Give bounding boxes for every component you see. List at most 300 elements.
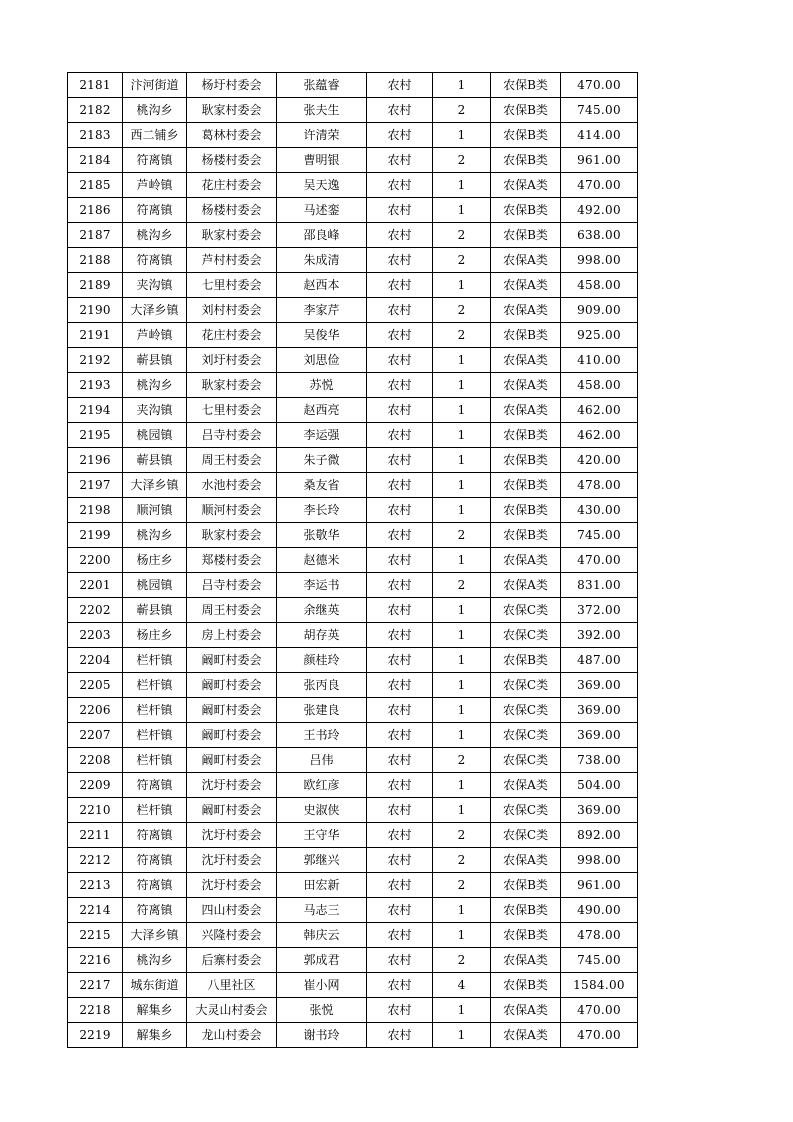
seq-no-cell: 2214 xyxy=(68,898,123,923)
township-cell: 桃沟乡 xyxy=(123,223,187,248)
seq-no-cell: 2197 xyxy=(68,473,123,498)
amount-cell: 998.00 xyxy=(561,248,638,273)
household-size-cell: 1 xyxy=(433,548,491,573)
name-cell: 崔小网 xyxy=(277,973,367,998)
insurance-category-cell: 农保B类 xyxy=(491,423,561,448)
township-cell: 汴河街道 xyxy=(123,73,187,98)
amount-cell: 470.00 xyxy=(561,998,638,1023)
name-cell: 郭成君 xyxy=(277,948,367,973)
village-committee-cell: 七里村委会 xyxy=(187,273,277,298)
village-committee-cell: 杨楼村委会 xyxy=(187,148,277,173)
seq-no-cell: 2209 xyxy=(68,773,123,798)
area-type-cell: 农村 xyxy=(367,573,433,598)
area-type-cell: 农村 xyxy=(367,923,433,948)
township-cell: 大泽乡镇 xyxy=(123,473,187,498)
household-size-cell: 1 xyxy=(433,698,491,723)
amount-cell: 478.00 xyxy=(561,923,638,948)
household-size-cell: 1 xyxy=(433,923,491,948)
area-type-cell: 农村 xyxy=(367,448,433,473)
table-row xyxy=(68,773,638,798)
insurance-category-cell: 农保C类 xyxy=(491,723,561,748)
seq-no-cell: 2198 xyxy=(68,498,123,523)
village-committee-cell: 吕寺村委会 xyxy=(187,423,277,448)
seq-no-cell: 2201 xyxy=(68,573,123,598)
household-size-cell: 1 xyxy=(433,498,491,523)
insurance-category-cell: 农保A类 xyxy=(491,248,561,273)
household-size-cell: 2 xyxy=(433,573,491,598)
household-size-cell: 2 xyxy=(433,298,491,323)
area-type-cell: 农村 xyxy=(367,423,433,448)
seq-no-cell: 2189 xyxy=(68,273,123,298)
amount-cell: 998.00 xyxy=(561,848,638,873)
household-size-cell: 1 xyxy=(433,423,491,448)
amount-cell: 430.00 xyxy=(561,498,638,523)
area-type-cell: 农村 xyxy=(367,698,433,723)
village-committee-cell: 顺河村委会 xyxy=(187,498,277,523)
household-size-cell: 2 xyxy=(433,98,491,123)
table-row xyxy=(68,473,638,498)
township-cell: 栏杆镇 xyxy=(123,723,187,748)
name-cell: 欧红彦 xyxy=(277,773,367,798)
insurance-category-cell: 农保C类 xyxy=(491,798,561,823)
household-size-cell: 1 xyxy=(433,373,491,398)
amount-cell: 745.00 xyxy=(561,98,638,123)
household-size-cell: 1 xyxy=(433,448,491,473)
seq-no-cell: 2192 xyxy=(68,348,123,373)
area-type-cell: 农村 xyxy=(367,673,433,698)
household-size-cell: 1 xyxy=(433,773,491,798)
table-row xyxy=(68,523,638,548)
township-cell: 桃沟乡 xyxy=(123,373,187,398)
area-type-cell: 农村 xyxy=(367,598,433,623)
table-row xyxy=(68,948,638,973)
area-type-cell: 农村 xyxy=(367,823,433,848)
household-size-cell: 1 xyxy=(433,473,491,498)
table-row xyxy=(68,673,638,698)
name-cell: 颜桂玲 xyxy=(277,648,367,673)
township-cell: 杨庄乡 xyxy=(123,623,187,648)
village-committee-cell: 水池村委会 xyxy=(187,473,277,498)
table-row xyxy=(68,323,638,348)
insurance-category-cell: 农保B类 xyxy=(491,873,561,898)
seq-no-cell: 2187 xyxy=(68,223,123,248)
household-size-cell: 4 xyxy=(433,973,491,998)
insurance-category-cell: 农保A类 xyxy=(491,548,561,573)
seq-no-cell: 2182 xyxy=(68,98,123,123)
area-type-cell: 农村 xyxy=(367,248,433,273)
household-size-cell: 1 xyxy=(433,123,491,148)
amount-cell: 414.00 xyxy=(561,123,638,148)
insurance-category-cell: 农保C类 xyxy=(491,823,561,848)
township-cell: 符离镇 xyxy=(123,898,187,923)
village-committee-cell: 耿家村委会 xyxy=(187,223,277,248)
township-cell: 桃沟乡 xyxy=(123,523,187,548)
table-row xyxy=(68,723,638,748)
insurance-category-cell: 农保C类 xyxy=(491,598,561,623)
table-row xyxy=(68,273,638,298)
township-cell: 蕲县镇 xyxy=(123,598,187,623)
amount-cell: 831.00 xyxy=(561,573,638,598)
seq-no-cell: 2212 xyxy=(68,848,123,873)
table-row xyxy=(68,623,638,648)
household-size-cell: 1 xyxy=(433,998,491,1023)
table-row xyxy=(68,373,638,398)
table-row xyxy=(68,798,638,823)
village-committee-cell: 沈圩村委会 xyxy=(187,823,277,848)
area-type-cell: 农村 xyxy=(367,173,433,198)
village-committee-cell: 葛林村委会 xyxy=(187,123,277,148)
area-type-cell: 农村 xyxy=(367,298,433,323)
area-type-cell: 农村 xyxy=(367,348,433,373)
household-size-cell: 2 xyxy=(433,523,491,548)
household-size-cell: 1 xyxy=(433,198,491,223)
village-committee-cell: 花庄村委会 xyxy=(187,323,277,348)
township-cell: 西二铺乡 xyxy=(123,123,187,148)
seq-no-cell: 2183 xyxy=(68,123,123,148)
name-cell: 吴天逸 xyxy=(277,173,367,198)
township-cell: 顺河镇 xyxy=(123,498,187,523)
township-cell: 符离镇 xyxy=(123,198,187,223)
village-committee-cell: 大灵山村委会 xyxy=(187,998,277,1023)
village-committee-cell: 花庄村委会 xyxy=(187,173,277,198)
table-row xyxy=(68,1023,638,1048)
amount-cell: 745.00 xyxy=(561,523,638,548)
township-cell: 大泽乡镇 xyxy=(123,298,187,323)
household-size-cell: 2 xyxy=(433,748,491,773)
township-cell: 桃园镇 xyxy=(123,423,187,448)
table-row xyxy=(68,348,638,373)
table-row xyxy=(68,998,638,1023)
township-cell: 大泽乡镇 xyxy=(123,923,187,948)
household-size-cell: 1 xyxy=(433,673,491,698)
township-cell: 栏杆镇 xyxy=(123,698,187,723)
township-cell: 夹沟镇 xyxy=(123,398,187,423)
area-type-cell: 农村 xyxy=(367,198,433,223)
township-cell: 解集乡 xyxy=(123,1023,187,1048)
area-type-cell: 农村 xyxy=(367,473,433,498)
insurance-category-cell: 农保B类 xyxy=(491,198,561,223)
insurance-category-cell: 农保A类 xyxy=(491,1023,561,1048)
township-cell: 符离镇 xyxy=(123,773,187,798)
table-row xyxy=(68,698,638,723)
amount-cell: 738.00 xyxy=(561,748,638,773)
household-size-cell: 2 xyxy=(433,323,491,348)
table-row xyxy=(68,898,638,923)
name-cell: 张悦 xyxy=(277,998,367,1023)
area-type-cell: 农村 xyxy=(367,373,433,398)
insurance-category-cell: 农保B类 xyxy=(491,973,561,998)
seq-no-cell: 2191 xyxy=(68,323,123,348)
insurance-category-cell: 农保A类 xyxy=(491,573,561,598)
amount-cell: 470.00 xyxy=(561,1023,638,1048)
table-row xyxy=(68,598,638,623)
village-committee-cell: 八里社区 xyxy=(187,973,277,998)
insurance-category-cell: 农保B类 xyxy=(491,448,561,473)
household-size-cell: 2 xyxy=(433,223,491,248)
amount-cell: 492.00 xyxy=(561,198,638,223)
table-row xyxy=(68,173,638,198)
seq-no-cell: 2185 xyxy=(68,173,123,198)
insurance-category-cell: 农保A类 xyxy=(491,398,561,423)
table-row xyxy=(68,848,638,873)
name-cell: 许清荣 xyxy=(277,123,367,148)
area-type-cell: 农村 xyxy=(367,273,433,298)
area-type-cell: 农村 xyxy=(367,548,433,573)
area-type-cell: 农村 xyxy=(367,523,433,548)
village-committee-cell: 芦村村委会 xyxy=(187,248,277,273)
township-cell: 符离镇 xyxy=(123,248,187,273)
amount-cell: 961.00 xyxy=(561,148,638,173)
table-row xyxy=(68,423,638,448)
household-size-cell: 1 xyxy=(433,648,491,673)
seq-no-cell: 2205 xyxy=(68,673,123,698)
seq-no-cell: 2206 xyxy=(68,698,123,723)
area-type-cell: 农村 xyxy=(367,873,433,898)
insurance-category-cell: 农保A类 xyxy=(491,298,561,323)
table-row xyxy=(68,73,638,98)
table-row xyxy=(68,398,638,423)
household-size-cell: 1 xyxy=(433,1023,491,1048)
seq-no-cell: 2208 xyxy=(68,748,123,773)
village-committee-cell: 周王村委会 xyxy=(187,448,277,473)
township-cell: 栏杆镇 xyxy=(123,798,187,823)
village-committee-cell: 房上村委会 xyxy=(187,623,277,648)
area-type-cell: 农村 xyxy=(367,98,433,123)
seq-no-cell: 2202 xyxy=(68,598,123,623)
name-cell: 吴俊华 xyxy=(277,323,367,348)
village-committee-cell: 七里村委会 xyxy=(187,398,277,423)
name-cell: 李长玲 xyxy=(277,498,367,523)
village-committee-cell: 郑楼村委会 xyxy=(187,548,277,573)
village-committee-cell: 四山村委会 xyxy=(187,898,277,923)
amount-cell: 487.00 xyxy=(561,648,638,673)
insurance-category-cell: 农保B类 xyxy=(491,523,561,548)
household-size-cell: 1 xyxy=(433,798,491,823)
name-cell: 张蕴睿 xyxy=(277,73,367,98)
area-type-cell: 农村 xyxy=(367,998,433,1023)
household-size-cell: 1 xyxy=(433,273,491,298)
village-committee-cell: 沈圩村委会 xyxy=(187,873,277,898)
name-cell: 刘思俭 xyxy=(277,348,367,373)
insurance-category-cell: 农保A类 xyxy=(491,273,561,298)
area-type-cell: 农村 xyxy=(367,148,433,173)
village-committee-cell: 龙山村委会 xyxy=(187,1023,277,1048)
table-row xyxy=(68,873,638,898)
village-committee-cell: 耿家村委会 xyxy=(187,98,277,123)
area-type-cell: 农村 xyxy=(367,1023,433,1048)
amount-cell: 470.00 xyxy=(561,73,638,98)
table-row xyxy=(68,498,638,523)
table-row xyxy=(68,223,638,248)
insurance-category-cell: 农保B类 xyxy=(491,498,561,523)
village-committee-cell: 周王村委会 xyxy=(187,598,277,623)
amount-cell: 392.00 xyxy=(561,623,638,648)
township-cell: 符离镇 xyxy=(123,148,187,173)
township-cell: 栏杆镇 xyxy=(123,673,187,698)
seq-no-cell: 2215 xyxy=(68,923,123,948)
amount-cell: 369.00 xyxy=(561,723,638,748)
amount-cell: 892.00 xyxy=(561,823,638,848)
name-cell: 李运书 xyxy=(277,573,367,598)
household-size-cell: 1 xyxy=(433,398,491,423)
township-cell: 芦岭镇 xyxy=(123,173,187,198)
seq-no-cell: 2203 xyxy=(68,623,123,648)
seq-no-cell: 2217 xyxy=(68,973,123,998)
township-cell: 符离镇 xyxy=(123,823,187,848)
insurance-category-cell: 农保A类 xyxy=(491,173,561,198)
insurance-category-cell: 农保B类 xyxy=(491,898,561,923)
name-cell: 李运强 xyxy=(277,423,367,448)
area-type-cell: 农村 xyxy=(367,973,433,998)
insurance-category-cell: 农保A类 xyxy=(491,998,561,1023)
village-committee-cell: 阚町村委会 xyxy=(187,748,277,773)
household-size-cell: 1 xyxy=(433,173,491,198)
name-cell: 马述銮 xyxy=(277,198,367,223)
amount-cell: 462.00 xyxy=(561,423,638,448)
insurance-category-cell: 农保B类 xyxy=(491,148,561,173)
name-cell: 朱子微 xyxy=(277,448,367,473)
seq-no-cell: 2216 xyxy=(68,948,123,973)
household-size-cell: 2 xyxy=(433,823,491,848)
table-row xyxy=(68,648,638,673)
insurance-category-cell: 农保B类 xyxy=(491,223,561,248)
area-type-cell: 农村 xyxy=(367,948,433,973)
seq-no-cell: 2213 xyxy=(68,873,123,898)
township-cell: 栏杆镇 xyxy=(123,748,187,773)
township-cell: 城东街道 xyxy=(123,973,187,998)
insurance-category-cell: 农保C类 xyxy=(491,748,561,773)
name-cell: 韩庆云 xyxy=(277,923,367,948)
insurance-category-cell: 农保A类 xyxy=(491,348,561,373)
township-cell: 芦岭镇 xyxy=(123,323,187,348)
household-size-cell: 1 xyxy=(433,73,491,98)
area-type-cell: 农村 xyxy=(367,648,433,673)
name-cell: 桑友省 xyxy=(277,473,367,498)
township-cell: 夹沟镇 xyxy=(123,273,187,298)
amount-cell: 478.00 xyxy=(561,473,638,498)
insurance-category-cell: 农保A类 xyxy=(491,948,561,973)
seq-no-cell: 2190 xyxy=(68,298,123,323)
insurance-category-cell: 农保A类 xyxy=(491,773,561,798)
name-cell: 吕伟 xyxy=(277,748,367,773)
name-cell: 赵德米 xyxy=(277,548,367,573)
village-committee-cell: 沈圩村委会 xyxy=(187,773,277,798)
insurance-category-cell: 农保A类 xyxy=(491,373,561,398)
name-cell: 赵西亮 xyxy=(277,398,367,423)
name-cell: 李家芹 xyxy=(277,298,367,323)
township-cell: 桃沟乡 xyxy=(123,948,187,973)
insurance-category-cell: 农保B类 xyxy=(491,98,561,123)
amount-cell: 470.00 xyxy=(561,548,638,573)
amount-cell: 909.00 xyxy=(561,298,638,323)
amount-cell: 490.00 xyxy=(561,898,638,923)
amount-cell: 961.00 xyxy=(561,873,638,898)
area-type-cell: 农村 xyxy=(367,898,433,923)
name-cell: 张丙良 xyxy=(277,673,367,698)
insurance-category-cell: 农保C类 xyxy=(491,673,561,698)
insurance-category-cell: 农保C类 xyxy=(491,623,561,648)
insurance-category-cell: 农保C类 xyxy=(491,698,561,723)
amount-cell: 925.00 xyxy=(561,323,638,348)
area-type-cell: 农村 xyxy=(367,748,433,773)
insurance-category-cell: 农保A类 xyxy=(491,848,561,873)
table-row xyxy=(68,748,638,773)
name-cell: 苏悦 xyxy=(277,373,367,398)
township-cell: 杨庄乡 xyxy=(123,548,187,573)
table-row xyxy=(68,198,638,223)
table-row xyxy=(68,98,638,123)
area-type-cell: 农村 xyxy=(367,773,433,798)
table-row xyxy=(68,248,638,273)
village-committee-cell: 阚町村委会 xyxy=(187,698,277,723)
village-committee-cell: 刘圩村委会 xyxy=(187,348,277,373)
name-cell: 曹明银 xyxy=(277,148,367,173)
table-body xyxy=(68,73,638,1048)
amount-cell: 1584.00 xyxy=(561,973,638,998)
table-row xyxy=(68,548,638,573)
seq-no-cell: 2218 xyxy=(68,998,123,1023)
area-type-cell: 农村 xyxy=(367,323,433,348)
household-size-cell: 1 xyxy=(433,898,491,923)
village-committee-cell: 阚町村委会 xyxy=(187,648,277,673)
seq-no-cell: 2204 xyxy=(68,648,123,673)
area-type-cell: 农村 xyxy=(367,848,433,873)
amount-cell: 458.00 xyxy=(561,273,638,298)
name-cell: 余继英 xyxy=(277,598,367,623)
insurance-category-cell: 农保B类 xyxy=(491,323,561,348)
table-row xyxy=(68,298,638,323)
table-row xyxy=(68,573,638,598)
area-type-cell: 农村 xyxy=(367,723,433,748)
table-row xyxy=(68,823,638,848)
household-size-cell: 1 xyxy=(433,723,491,748)
seq-no-cell: 2210 xyxy=(68,798,123,823)
name-cell: 史淑侠 xyxy=(277,798,367,823)
insurance-category-cell: 农保B类 xyxy=(491,123,561,148)
area-type-cell: 农村 xyxy=(367,223,433,248)
name-cell: 马志三 xyxy=(277,898,367,923)
village-committee-cell: 阚町村委会 xyxy=(187,673,277,698)
amount-cell: 369.00 xyxy=(561,698,638,723)
amount-cell: 369.00 xyxy=(561,673,638,698)
table-row xyxy=(68,448,638,473)
name-cell: 田宏新 xyxy=(277,873,367,898)
township-cell: 符离镇 xyxy=(123,873,187,898)
seq-no-cell: 2200 xyxy=(68,548,123,573)
name-cell: 王书玲 xyxy=(277,723,367,748)
household-size-cell: 1 xyxy=(433,598,491,623)
name-cell: 王守华 xyxy=(277,823,367,848)
amount-cell: 420.00 xyxy=(561,448,638,473)
name-cell: 胡存英 xyxy=(277,623,367,648)
table-row xyxy=(68,923,638,948)
table-row xyxy=(68,148,638,173)
amount-cell: 745.00 xyxy=(561,948,638,973)
area-type-cell: 农村 xyxy=(367,498,433,523)
village-committee-cell: 阚町村委会 xyxy=(187,798,277,823)
amount-cell: 372.00 xyxy=(561,598,638,623)
table-row xyxy=(68,123,638,148)
village-committee-cell: 耿家村委会 xyxy=(187,523,277,548)
village-committee-cell: 沈圩村委会 xyxy=(187,848,277,873)
insurance-category-cell: 农保B类 xyxy=(491,473,561,498)
township-cell: 蕲县镇 xyxy=(123,348,187,373)
name-cell: 张敬华 xyxy=(277,523,367,548)
area-type-cell: 农村 xyxy=(367,623,433,648)
seq-no-cell: 2188 xyxy=(68,248,123,273)
township-cell: 桃园镇 xyxy=(123,573,187,598)
insurance-category-cell: 农保B类 xyxy=(491,923,561,948)
